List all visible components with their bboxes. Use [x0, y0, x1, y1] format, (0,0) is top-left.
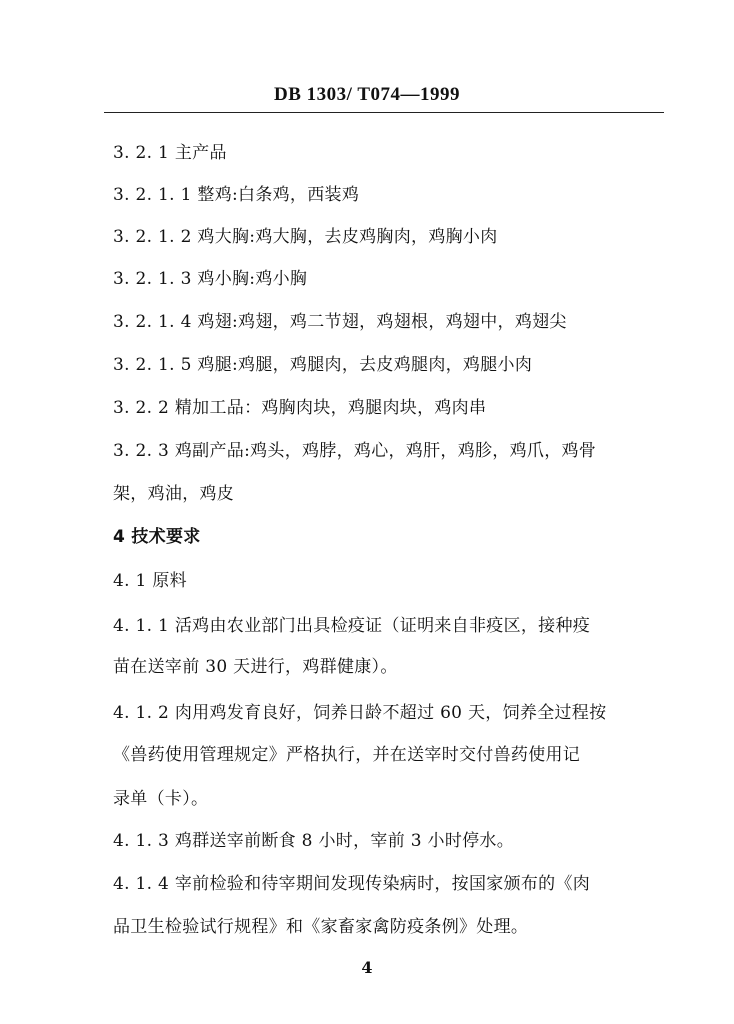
clause-4-1-2-end: 录单（卡）。 — [113, 789, 209, 809]
clause-3-2-1: 3. 2. 1 主产品 — [113, 143, 227, 163]
page-number: 4 — [361, 958, 373, 977]
clause-4-1-4-continued: 品卫生检验试行规程》和《家畜家禽防疫条例》处理。 — [113, 917, 529, 937]
clause-3-2-2: 3. 2. 2 精加工品：鸡胸肉块，鸡腿肉块，鸡肉串 — [113, 398, 487, 418]
clause-4-1-2: 4. 1. 2 肉用鸡发育良好，饲养日龄不超过 60 天，饲养全过程按 — [113, 703, 607, 723]
clause-3-2-1-3: 3. 2. 1. 3 鸡小胸:鸡小胸 — [113, 269, 308, 289]
clause-3-2-3: 3. 2. 3 鸡副产品:鸡头，鸡脖，鸡心，鸡肝，鸡胗，鸡爪，鸡骨 — [113, 441, 597, 461]
clause-3-2-1-1: 3. 2. 1. 1 整鸡:白条鸡，西装鸡 — [113, 185, 360, 205]
clause-4-1-4: 4. 1. 4 宰前检验和待宰期间发现传染病时，按国家颁布的《肉 — [113, 874, 591, 894]
clause-4-1-1: 4. 1. 1 活鸡由农业部门出具检疫证（证明来自非疫区，接种疫 — [113, 616, 591, 636]
clause-3-2-1-5: 3. 2. 1. 5 鸡腿:鸡腿，鸡腿肉，去皮鸡腿肉，鸡腿小肉 — [113, 355, 533, 375]
clause-4-1-2-continued: 《兽药使用管理规定》严格执行，并在送宰时交付兽药使用记 — [113, 745, 581, 765]
clause-3-2-1-4: 3. 2. 1. 4 鸡翅:鸡翅，鸡二节翅，鸡翅根，鸡翅中，鸡翅尖 — [113, 312, 567, 332]
clause-4-1-1-continued: 苗在送宰前 30 天进行，鸡群健康）。 — [113, 657, 398, 677]
clause-3-2-1-2: 3. 2. 1. 2 鸡大胸:鸡大胸，去皮鸡胸肉，鸡胸小肉 — [113, 227, 498, 247]
clause-4-1-3: 4. 1. 3 鸡群送宰前断食 8 小时，宰前 3 小时停水。 — [113, 831, 515, 851]
clause-3-2-3-continued: 架，鸡油，鸡皮 — [113, 484, 235, 504]
header-rule — [104, 112, 664, 113]
clause-4-1: 4. 1 原料 — [113, 571, 187, 591]
standard-number-header: DB 1303/ T074—1999 — [273, 84, 460, 105]
section-4-heading: 4 技术要求 — [113, 527, 201, 547]
